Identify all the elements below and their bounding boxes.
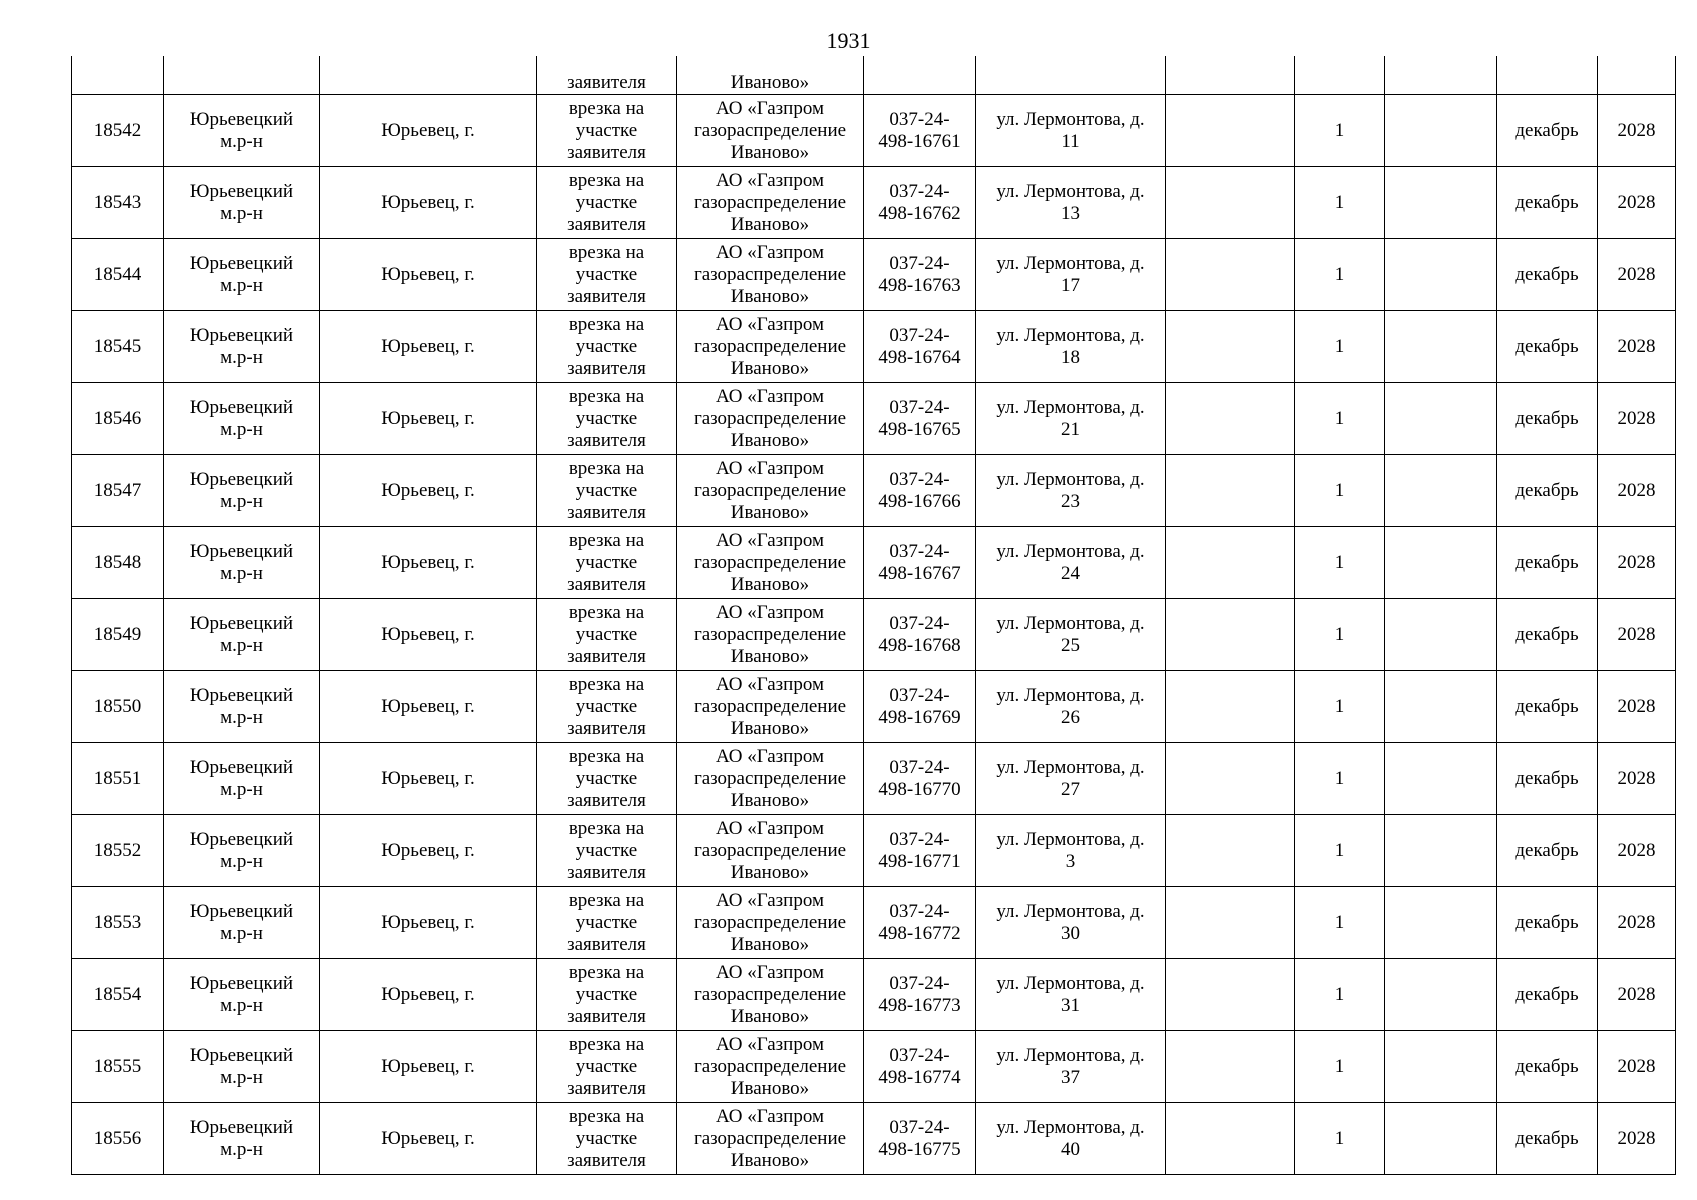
cell-code: 037-24- 498-16766 [864, 455, 976, 527]
cell-id: 18543 [72, 167, 164, 239]
cell-org: АО «Газпром газораспределение Иваново» [677, 671, 864, 743]
cell-year: 2028 [1598, 887, 1676, 959]
cell-year: 2028 [1598, 239, 1676, 311]
cell-id: 18549 [72, 599, 164, 671]
cell-district: Юрьевецкий м.р-н [164, 455, 320, 527]
cell-id: 18546 [72, 383, 164, 455]
cell-month: декабрь [1497, 95, 1598, 167]
cell-month: декабрь [1497, 1031, 1598, 1103]
cell-method: врезка на участке заявителя [537, 311, 677, 383]
cell-year [1598, 56, 1676, 95]
cell-district: Юрьевецкий м.р-н [164, 671, 320, 743]
cell-qty: 1 [1295, 239, 1385, 311]
cell-col11 [1385, 959, 1497, 1031]
cell-city: Юрьевец, г. [320, 1031, 537, 1103]
cell-district: Юрьевецкий м.р-н [164, 599, 320, 671]
cell-qty: 1 [1295, 95, 1385, 167]
cell-address: ул. Лермонтова, д. 24 [976, 527, 1166, 599]
cell-code [864, 56, 976, 95]
cell-month: декабрь [1497, 455, 1598, 527]
cell-col11 [1385, 455, 1497, 527]
cell-qty: 1 [1295, 1031, 1385, 1103]
cell-org: АО «Газпром газораспределение Иваново» [677, 959, 864, 1031]
cell-col9 [1166, 56, 1295, 95]
cell-qty: 1 [1295, 743, 1385, 815]
cell-city: Юрьевец, г. [320, 959, 537, 1031]
cell-city: Юрьевец, г. [320, 95, 537, 167]
cell-year: 2028 [1598, 455, 1676, 527]
cell-district [164, 56, 320, 95]
cell-col11 [1385, 815, 1497, 887]
cell-org: АО «Газпром газораспределение Иваново» [677, 239, 864, 311]
cell-district: Юрьевецкий м.р-н [164, 959, 320, 1031]
cell-method: врезка на участке заявителя [537, 383, 677, 455]
cell-qty: 1 [1295, 887, 1385, 959]
cell-col11 [1385, 311, 1497, 383]
cell-col9 [1166, 95, 1295, 167]
table-row [72, 671, 1676, 743]
cell-month: декабрь [1497, 671, 1598, 743]
cell-year: 2028 [1598, 743, 1676, 815]
cell-city: Юрьевец, г. [320, 239, 537, 311]
cell-month [1497, 56, 1598, 95]
cell-qty [1295, 56, 1385, 95]
cell-method: врезка на участке заявителя [537, 959, 677, 1031]
table-row [72, 599, 1676, 671]
cell-code: 037-24- 498-16763 [864, 239, 976, 311]
cell-district: Юрьевецкий м.р-н [164, 743, 320, 815]
cell-org: АО «Газпром газораспределение Иваново» [677, 815, 864, 887]
table-row [72, 1103, 1676, 1175]
cell-method: врезка на участке заявителя [537, 671, 677, 743]
cell-month: декабрь [1497, 599, 1598, 671]
cell-col9 [1166, 455, 1295, 527]
cell-address: ул. Лермонтова, д. 30 [976, 887, 1166, 959]
cell-org: АО «Газпром газораспределение Иваново» [677, 887, 864, 959]
cell-col11 [1385, 887, 1497, 959]
table-row [72, 167, 1676, 239]
cell-qty: 1 [1295, 1103, 1385, 1175]
cell-id: 18548 [72, 527, 164, 599]
cell-year: 2028 [1598, 527, 1676, 599]
cell-qty: 1 [1295, 599, 1385, 671]
cell-code: 037-24- 498-16765 [864, 383, 976, 455]
cell-city: Юрьевец, г. [320, 383, 537, 455]
cell-address: ул. Лермонтова, д. 3 [976, 815, 1166, 887]
cell-id: 18551 [72, 743, 164, 815]
cell-address: ул. Лермонтова, д. 13 [976, 167, 1166, 239]
cell-col11 [1385, 527, 1497, 599]
table-row [72, 95, 1676, 167]
table-row [72, 887, 1676, 959]
cell-year: 2028 [1598, 1103, 1676, 1175]
cell-month: декабрь [1497, 743, 1598, 815]
cell-city: Юрьевец, г. [320, 455, 537, 527]
cell-method: врезка на участке заявителя [537, 95, 677, 167]
cell-id: 18552 [72, 815, 164, 887]
cell-city: Юрьевец, г. [320, 743, 537, 815]
cell-district: Юрьевецкий м.р-н [164, 311, 320, 383]
cell-col11 [1385, 239, 1497, 311]
cell-org: Иваново» [677, 56, 864, 95]
cell-col9 [1166, 671, 1295, 743]
cell-district: Юрьевецкий м.р-н [164, 1031, 320, 1103]
cell-address: ул. Лермонтова, д. 21 [976, 383, 1166, 455]
cell-year: 2028 [1598, 167, 1676, 239]
cell-code: 037-24- 498-16769 [864, 671, 976, 743]
cell-qty: 1 [1295, 311, 1385, 383]
cell-code: 037-24- 498-16770 [864, 743, 976, 815]
cell-id: 18555 [72, 1031, 164, 1103]
cell-org: АО «Газпром газораспределение Иваново» [677, 743, 864, 815]
cell-col11 [1385, 1103, 1497, 1175]
cell-month: декабрь [1497, 527, 1598, 599]
cell-method: врезка на участке заявителя [537, 887, 677, 959]
cell-col9 [1166, 311, 1295, 383]
table-row [72, 239, 1676, 311]
cell-id [72, 56, 164, 95]
cell-id: 18545 [72, 311, 164, 383]
cell-col11 [1385, 671, 1497, 743]
cell-id: 18542 [72, 95, 164, 167]
cell-col9 [1166, 527, 1295, 599]
cell-id: 18556 [72, 1103, 164, 1175]
cell-address: ул. Лермонтова, д. 37 [976, 1031, 1166, 1103]
cell-qty: 1 [1295, 959, 1385, 1031]
cell-col11 [1385, 383, 1497, 455]
cell-address: ул. Лермонтова, д. 23 [976, 455, 1166, 527]
cell-city: Юрьевец, г. [320, 671, 537, 743]
cell-district: Юрьевецкий м.р-н [164, 167, 320, 239]
cell-id: 18544 [72, 239, 164, 311]
cell-id: 18554 [72, 959, 164, 1031]
cell-city: Юрьевец, г. [320, 815, 537, 887]
cell-district: Юрьевецкий м.р-н [164, 527, 320, 599]
table-row [72, 743, 1676, 815]
cell-district: Юрьевецкий м.р-н [164, 95, 320, 167]
table-row [72, 311, 1676, 383]
table-row [72, 959, 1676, 1031]
cell-address: ул. Лермонтова, д. 26 [976, 671, 1166, 743]
cell-org: АО «Газпром газораспределение Иваново» [677, 455, 864, 527]
cell-year: 2028 [1598, 959, 1676, 1031]
cell-qty: 1 [1295, 455, 1385, 527]
table-row [72, 527, 1676, 599]
cell-col9 [1166, 1031, 1295, 1103]
cell-col9 [1166, 743, 1295, 815]
cell-col9 [1166, 1103, 1295, 1175]
cell-qty: 1 [1295, 815, 1385, 887]
cell-code: 037-24- 498-16773 [864, 959, 976, 1031]
cell-method: заявителя [537, 56, 677, 95]
cell-month: декабрь [1497, 383, 1598, 455]
cell-org: АО «Газпром газораспределение Иваново» [677, 527, 864, 599]
cell-col11 [1385, 599, 1497, 671]
cell-district: Юрьевецкий м.р-н [164, 887, 320, 959]
cell-address: ул. Лермонтова, д. 40 [976, 1103, 1166, 1175]
cell-month: декабрь [1497, 959, 1598, 1031]
cell-org: АО «Газпром газораспределение Иваново» [677, 95, 864, 167]
cell-org: АО «Газпром газораспределение Иваново» [677, 1103, 864, 1175]
cell-month: декабрь [1497, 1103, 1598, 1175]
cell-method: врезка на участке заявителя [537, 815, 677, 887]
cell-year: 2028 [1598, 311, 1676, 383]
cell-org: АО «Газпром газораспределение Иваново» [677, 311, 864, 383]
cell-org: АО «Газпром газораспределение Иваново» [677, 383, 864, 455]
cell-city [320, 56, 537, 95]
cell-col11 [1385, 1031, 1497, 1103]
cell-method: врезка на участке заявителя [537, 743, 677, 815]
cell-city: Юрьевец, г. [320, 1103, 537, 1175]
cell-district: Юрьевецкий м.р-н [164, 1103, 320, 1175]
cell-code: 037-24- 498-16762 [864, 167, 976, 239]
cell-method: врезка на участке заявителя [537, 1031, 677, 1103]
table-row [72, 815, 1676, 887]
cell-col11 [1385, 167, 1497, 239]
cell-method: врезка на участке заявителя [537, 527, 677, 599]
cell-city: Юрьевец, г. [320, 887, 537, 959]
cell-year: 2028 [1598, 1031, 1676, 1103]
cell-qty: 1 [1295, 671, 1385, 743]
cell-col9 [1166, 383, 1295, 455]
cell-col11 [1385, 95, 1497, 167]
cell-method: врезка на участке заявителя [537, 239, 677, 311]
cell-code: 037-24- 498-16764 [864, 311, 976, 383]
cell-address: ул. Лермонтова, д. 31 [976, 959, 1166, 1031]
cell-address: ул. Лермонтова, д. 18 [976, 311, 1166, 383]
cell-month: декабрь [1497, 815, 1598, 887]
cell-month: декабрь [1497, 887, 1598, 959]
cell-month: декабрь [1497, 239, 1598, 311]
cell-col9 [1166, 239, 1295, 311]
cell-city: Юрьевец, г. [320, 167, 537, 239]
cell-method: врезка на участке заявителя [537, 167, 677, 239]
cell-code: 037-24- 498-16768 [864, 599, 976, 671]
cell-id: 18553 [72, 887, 164, 959]
cell-col9 [1166, 887, 1295, 959]
cell-code: 037-24- 498-16772 [864, 887, 976, 959]
table-row [72, 1031, 1676, 1103]
cell-year: 2028 [1598, 671, 1676, 743]
cell-district: Юрьевецкий м.р-н [164, 383, 320, 455]
cell-address: ул. Лермонтова, д. 27 [976, 743, 1166, 815]
cell-code: 037-24- 498-16767 [864, 527, 976, 599]
cell-address: ул. Лермонтова, д. 25 [976, 599, 1166, 671]
cell-district: Юрьевецкий м.р-н [164, 239, 320, 311]
cell-col9 [1166, 599, 1295, 671]
page-number: 1931 [826, 28, 871, 53]
cell-id: 18547 [72, 455, 164, 527]
cell-month: декабрь [1497, 311, 1598, 383]
cell-col11 [1385, 743, 1497, 815]
cell-month: декабрь [1497, 167, 1598, 239]
cell-col9 [1166, 959, 1295, 1031]
cell-method: врезка на участке заявителя [537, 1103, 677, 1175]
cell-qty: 1 [1295, 383, 1385, 455]
cell-city: Юрьевец, г. [320, 527, 537, 599]
cell-org: АО «Газпром газораспределение Иваново» [677, 167, 864, 239]
cell-year: 2028 [1598, 815, 1676, 887]
cell-code: 037-24- 498-16774 [864, 1031, 976, 1103]
cell-qty: 1 [1295, 527, 1385, 599]
cell-col11 [1385, 56, 1497, 95]
cell-year: 2028 [1598, 95, 1676, 167]
cell-org: АО «Газпром газораспределение Иваново» [677, 599, 864, 671]
continuation-row [72, 56, 1676, 95]
cell-district: Юрьевецкий м.р-н [164, 815, 320, 887]
cell-method: врезка на участке заявителя [537, 599, 677, 671]
cell-year: 2028 [1598, 599, 1676, 671]
cell-address: ул. Лермонтова, д. 17 [976, 239, 1166, 311]
cell-id: 18550 [72, 671, 164, 743]
cell-year: 2028 [1598, 383, 1676, 455]
cell-city: Юрьевец, г. [320, 599, 537, 671]
register-table [71, 56, 1676, 1175]
cell-code: 037-24- 498-16761 [864, 95, 976, 167]
cell-col9 [1166, 167, 1295, 239]
cell-code: 037-24- 498-16775 [864, 1103, 976, 1175]
table-row [72, 455, 1676, 527]
cell-method: врезка на участке заявителя [537, 455, 677, 527]
cell-org: АО «Газпром газораспределение Иваново» [677, 1031, 864, 1103]
cell-city: Юрьевец, г. [320, 311, 537, 383]
cell-address [976, 56, 1166, 95]
cell-col9 [1166, 815, 1295, 887]
cell-address: ул. Лермонтова, д. 11 [976, 95, 1166, 167]
cell-qty: 1 [1295, 167, 1385, 239]
table-row [72, 383, 1676, 455]
cell-code: 037-24- 498-16771 [864, 815, 976, 887]
